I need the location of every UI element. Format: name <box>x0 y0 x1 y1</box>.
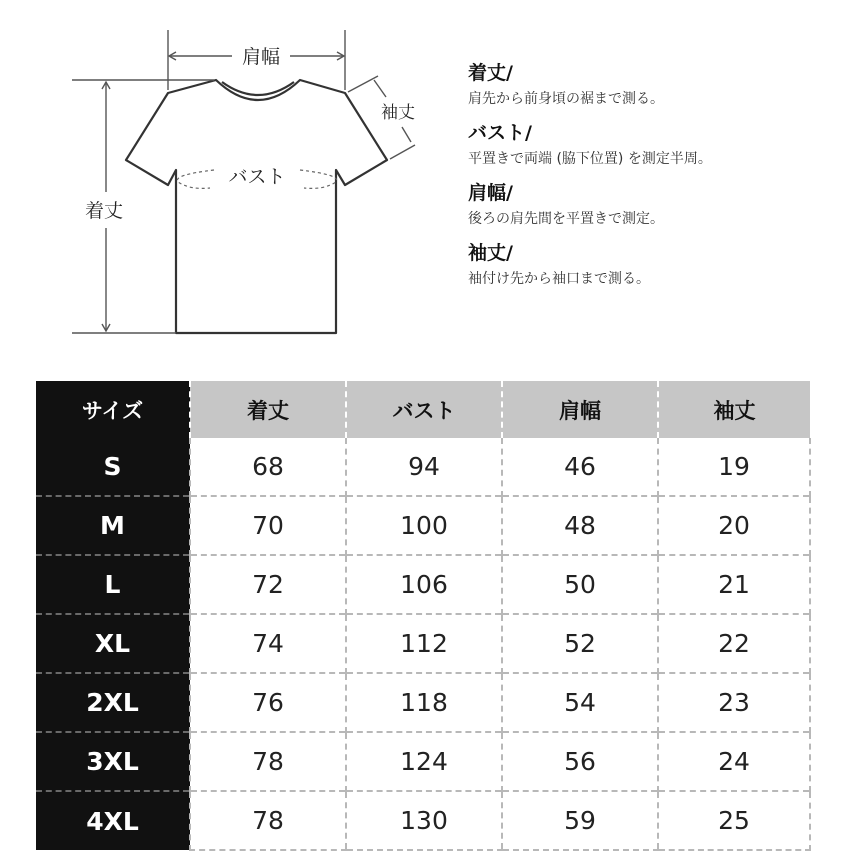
definition-description: 平置きで両端 (脇下位置) を測定半周。 <box>468 151 712 167</box>
size-chart-table <box>36 381 811 851</box>
cell-sleeve: 19 <box>658 438 810 496</box>
header-length: 着丈 <box>190 381 346 438</box>
cell-bust: 118 <box>346 673 502 732</box>
cell-length: 74 <box>190 614 346 673</box>
cell-length: 68 <box>190 438 346 496</box>
definition-title: 肩幅/ <box>468 182 513 204</box>
size-label: 3XL <box>36 732 190 791</box>
cell-shoulder: 59 <box>502 791 658 850</box>
table-row <box>36 496 810 555</box>
header-size: サイズ <box>36 381 190 438</box>
diagram-label-bust: バスト <box>228 166 286 188</box>
definition-description: 後ろの肩先間を平置きで測定。 <box>468 211 664 227</box>
cell-bust: 106 <box>346 555 502 614</box>
size-label: 2XL <box>36 673 190 732</box>
definition-title: 着丈/ <box>468 62 513 84</box>
cell-length: 70 <box>190 496 346 555</box>
size-label: XL <box>36 614 190 673</box>
cell-length: 78 <box>190 791 346 850</box>
header-shoulder: 肩幅 <box>502 381 658 438</box>
cell-length: 78 <box>190 732 346 791</box>
cell-shoulder: 46 <box>502 438 658 496</box>
definition-title: 袖丈/ <box>468 242 513 264</box>
cell-length: 72 <box>190 555 346 614</box>
cell-bust: 94 <box>346 438 502 496</box>
measurement-definitions <box>468 60 838 300</box>
definition-bust <box>468 120 838 169</box>
cell-shoulder: 56 <box>502 732 658 791</box>
definition-sleeve <box>468 240 838 289</box>
cell-bust: 100 <box>346 496 502 555</box>
cell-sleeve: 22 <box>658 614 810 673</box>
cell-bust: 112 <box>346 614 502 673</box>
cell-sleeve: 21 <box>658 555 810 614</box>
definition-title: バスト/ <box>468 122 532 144</box>
cell-length: 76 <box>190 673 346 732</box>
table-row <box>36 614 810 673</box>
size-label: 4XL <box>36 791 190 850</box>
diagram-label-sleeve: 袖丈 <box>381 103 415 123</box>
diagram-label-length: 着丈 <box>84 200 124 222</box>
table-header-row <box>36 381 810 438</box>
table-row <box>36 673 810 732</box>
size-label: M <box>36 496 190 555</box>
size-label: L <box>36 555 190 614</box>
table-row <box>36 555 810 614</box>
table-row <box>36 438 810 496</box>
cell-bust: 130 <box>346 791 502 850</box>
tshirt-outline <box>126 80 387 333</box>
cell-shoulder: 54 <box>502 673 658 732</box>
definition-description: 袖付け先から袖口まで測る。 <box>468 271 650 287</box>
table-row <box>36 732 810 791</box>
table-row <box>36 791 810 850</box>
tshirt-diagram <box>0 0 460 360</box>
size-label: S <box>36 438 190 496</box>
definition-description: 肩先から前身頃の裾まで測る。 <box>468 91 664 107</box>
cell-shoulder: 48 <box>502 496 658 555</box>
definition-length <box>468 60 838 109</box>
cell-sleeve: 24 <box>658 732 810 791</box>
cell-shoulder: 52 <box>502 614 658 673</box>
cell-sleeve: 25 <box>658 791 810 850</box>
definition-shoulder <box>468 180 838 229</box>
cell-bust: 124 <box>346 732 502 791</box>
cell-shoulder: 50 <box>502 555 658 614</box>
header-sleeve: 袖丈 <box>658 381 810 438</box>
header-bust: バスト <box>346 381 502 438</box>
diagram-label-shoulder: 肩幅 <box>241 46 281 68</box>
cell-sleeve: 23 <box>658 673 810 732</box>
cell-sleeve: 20 <box>658 496 810 555</box>
